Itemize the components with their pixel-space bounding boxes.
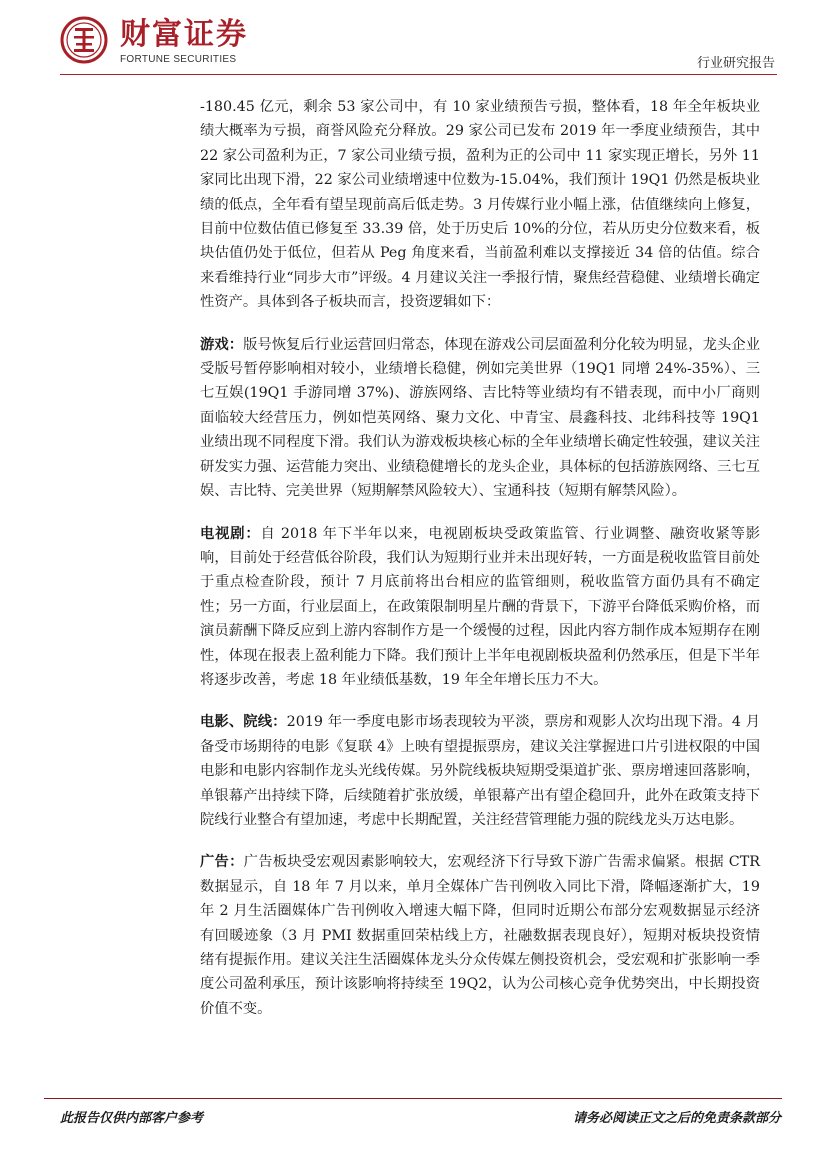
fortune-securities-logo-icon xyxy=(60,16,108,64)
header-divider xyxy=(60,74,777,75)
footer-disclaimer-left: 此报告仅供内部客户参考 xyxy=(60,1111,204,1126)
section-title: 广告： xyxy=(200,854,244,871)
section-title: 电视剧： xyxy=(200,525,261,542)
brand-name-en: FORTUNE SECURITIES xyxy=(120,54,237,65)
section-text: 广告板块受宏观因素影响较大，宏观经济下行导致下游广告需求偏紧。根据 CTR 数据显示，自 18 年 7 月以来，单月全媒体广告刊例收入同比下滑，降幅逐渐扩大，19 年 2 月生活圈媒体广告刊例收入增速大幅下降，但同时近期公布部分宏观数据显示经济有回暖迹象（3 月 PMI 数据重回荣枯线上方，社融数据表现良好），短期对板块投资情绪有提振作用。建议关注生活圈媒体龙头分众传媒左侧投资机会，受宏观和扩张影响一季度公司盈利承压，预计该影响将持续至 19Q2，认为公司核心竞争优势突出，中长期投资价值不变。 xyxy=(200,854,761,1017)
footer-divider xyxy=(44,1098,782,1099)
section-text: 版号恢复后行业运营回归常态，体现在游戏公司层面盈利分化较为明显，龙头企业受版号暂停影响相对较小，业绩增长稳健，例如完美世界（19Q1 同增 24%-35%）、三七互娱(19Q1 手游同增 37%)、游族网络、吉比特等业绩均有不错表现，而中小厂商则面临较大经营压力，例如恺英网络、聚力文化、中青宝、晨鑫科技、北纬科技等 19Q1 业绩出现不同程度下滑。我们认为游戏板块核心标的全年业绩增长确定性较强，建议关注研发实力强、运营能力突出、业绩稳健增长的龙头企业，具体标的包括游族网络、三七互娱、吉比特、完美世界（短期解禁风险较大）、宝通科技（短期有解禁风险）。 xyxy=(200,336,761,500)
brand-logo xyxy=(60,12,320,72)
section-advertising xyxy=(200,850,760,1021)
page-header xyxy=(60,12,777,72)
report-type-label: 行业研究报告 xyxy=(696,56,775,71)
section-title: 游戏： xyxy=(200,336,244,353)
brand-name-cn: 财富证券 xyxy=(120,17,248,52)
intro-paragraph: -180.45 亿元，剩余 53 家公司中，有 10 家业绩预告亏损，整体看，18 年全年板块业绩大概率为亏损，商誉风险充分释放。29 家公司已发布 2019 年一季度业绩预告，其中 22 家公司盈利为正，7 家公司业绩亏损，盈利为正的公司中 11 家实现正增长，另外 11 家同比出现下滑，22 家公司业绩增速中位数为-15.04%，我们预计 19Q1 仍然是板块业绩的低点，全年看有望呈现前高后低走势。3 月传媒行业小幅上涨，估值继续向上修复，目前中位数估值已修复至 33.39 倍，处于历史后 10%的分位，若从历史分位数来看，板块估值仍处于低位，但若从 Peg 角度来看，当前盈利难以支撑接近 34 倍的估值。综合来看维持行业“同步大市”评级。4 月建议关注一季报行情，聚焦经营稳健、业绩增长确定性资产。具体到各子板块而言，投资逻辑如下： xyxy=(200,99,760,311)
section-games xyxy=(200,333,760,504)
section-tv-drama xyxy=(200,522,760,693)
section-film-cinema xyxy=(200,710,760,832)
report-body xyxy=(200,95,760,1021)
section-title: 电影、院线： xyxy=(200,714,287,731)
section-text: 2019 年一季度电影市场表现较为平淡，票房和观影人次均出现下滑。4 月备受市场期待的电影《复联 4》上映有望提振票房，建议关注掌握进口片引进权限的中国电影和电影内容制作龙头光线传媒。另外院线板块短期受渠道扩张、票房增速回落影响，单银幕产出持续下降，后续随着扩张放缓，单银幕产出有望企稳回升，此外在政策支持下院线行业整合有望加速，考虑中长期配置，关注经营管理能力强的院线龙头万达电影。 xyxy=(200,714,760,828)
section-text: 自 2018 年下半年以来，电视剧板块受政策监管、行业调整、融资收紧等影响，目前处于经营低谷阶段，我们认为短期行业并未出现好转，一方面是税收监管目前处于重点检查阶段，预计 7 月底前将出台相应的监管细则，税收监管方面仍具有不确定性；另一方面，行业层面上，在政策限制明星片酬的背景下，下游平台降低采购价格，而演员薪酬下降反应到上游内容制作方是一个缓慢的过程，因此内容方制作成本短期存在刚性，体现在报表上盈利能力下降。我们预计上半年电视剧板块盈利仍然承压，但是下半年将逐步改善，考虑 18 年业绩低基数，19 年全年增长压力不大。 xyxy=(200,525,760,688)
footer-disclaimer-right: 请务必阅读正文之后的免责条款部分 xyxy=(572,1111,781,1126)
